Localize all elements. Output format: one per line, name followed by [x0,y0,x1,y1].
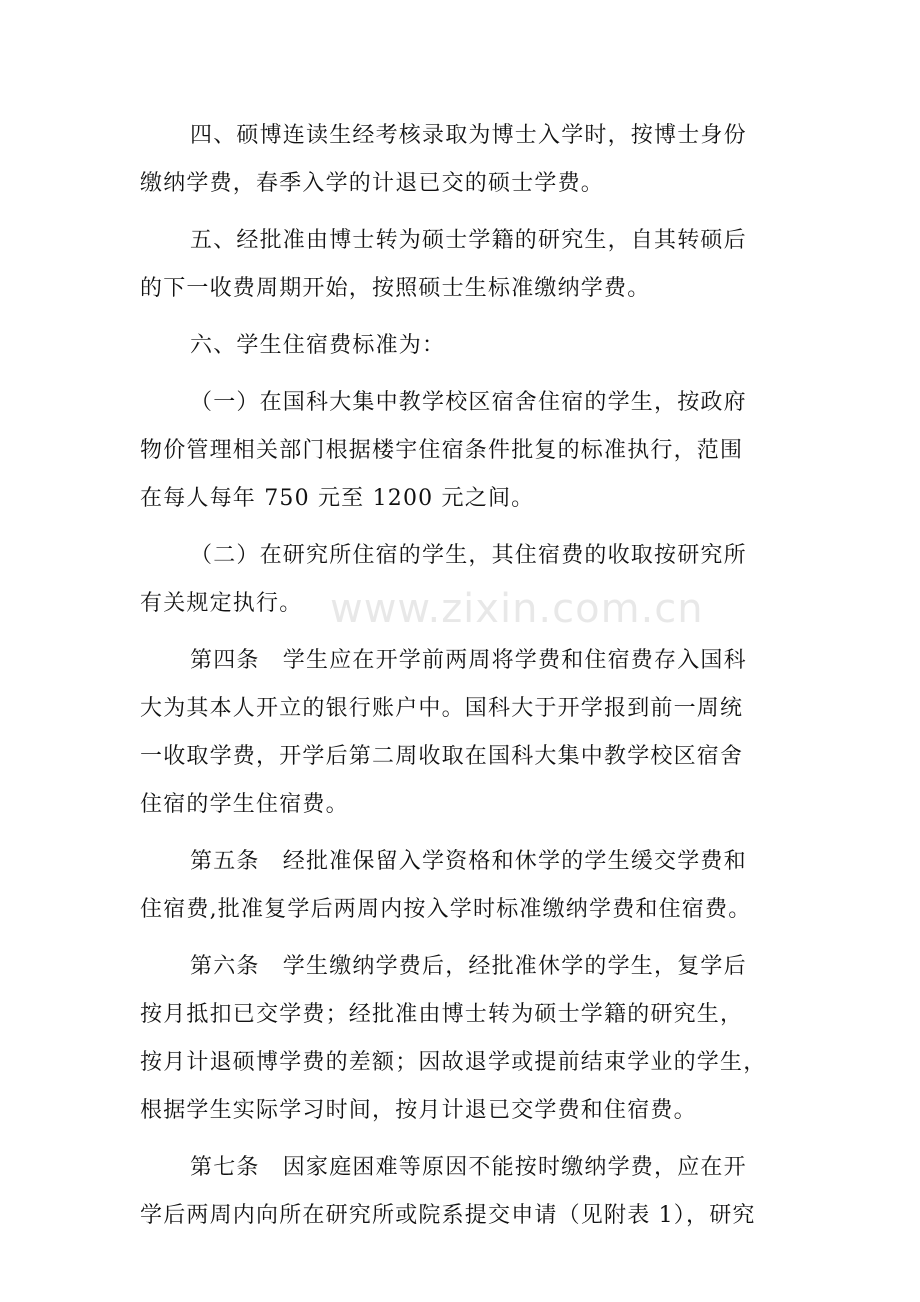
watermark-text: www.zixin.com.cn [330,586,704,632]
text-line: 有关规定执行。 [140,591,303,616]
article-4 [140,637,790,829]
text-line: 大为其本人开立的银行账户中。国科大于开学报到前一周统 [140,696,744,721]
text-line: （二）在研究所住宿的学生，其住宿费的收取按研究所 [190,543,747,568]
text-line: 一收取学费，开学后第二周收取在国科大集中教学校区宿舍 [140,744,744,769]
text-line: 在每人每年 750 元至 1200 元之间。 [140,486,535,511]
text-line: 第六条 学生缴纳学费后，经批准休学的学生，复学后 [190,954,747,979]
text-line: 缴纳学费，春季入学的计退已交的硕士学费。 [140,171,605,196]
text-line: 住宿费,批准复学后两周内按入学时标准缴纳学费和住宿费。 [140,897,752,922]
text-line: 学后两周内向所在研究所或院系提交申请（见附表 1），研究 [140,1203,756,1228]
text-line: 五、经批准由博士转为硕士学籍的研究生，自其转硕后 [190,228,747,253]
paragraph-item-6 [140,322,790,370]
text-line: 按月计退硕博学费的差额；因故退学或提前结束学业的学生， [140,1050,767,1075]
text-line: 根据学生实际学习时间，按月计退已交学费和住宿费。 [140,1098,697,1123]
paragraph-item-4 [140,112,790,208]
article-7 [140,1144,790,1240]
paragraph-subitem-2 [140,532,790,628]
text-line: 四、硕博连读生经考核录取为博士入学时，按博士身份 [190,123,747,148]
document-body [140,112,790,1249]
text-line: 按月抵扣已交学费；经批准由博士转为硕士学籍的研究生， [140,1002,744,1027]
text-line: 第七条 因家庭困难等原因不能按时缴纳学费，应在开 [190,1155,747,1180]
text-line: 第四条 学生应在开学前两周将学费和住宿费存入国科 [190,648,747,673]
article-6 [140,943,790,1135]
paragraph-subitem-1 [140,379,790,523]
text-line: 第五条 经批准保留入学资格和休学的学生缓交学费和 [190,849,747,874]
text-line: （一）在国科大集中教学校区宿舍住宿的学生，按政府 [190,390,747,415]
text-line: 的下一收费周期开始，按照硕士生标准缴纳学费。 [140,276,651,301]
text-line: 住宿的学生住宿费。 [140,792,349,817]
text-line: 六、学生住宿费标准为： [190,333,446,358]
paragraph-item-5 [140,217,790,313]
article-5 [140,838,790,934]
text-line: 物价管理相关部门根据楼宇住宿条件批复的标准执行，范围 [140,438,744,463]
